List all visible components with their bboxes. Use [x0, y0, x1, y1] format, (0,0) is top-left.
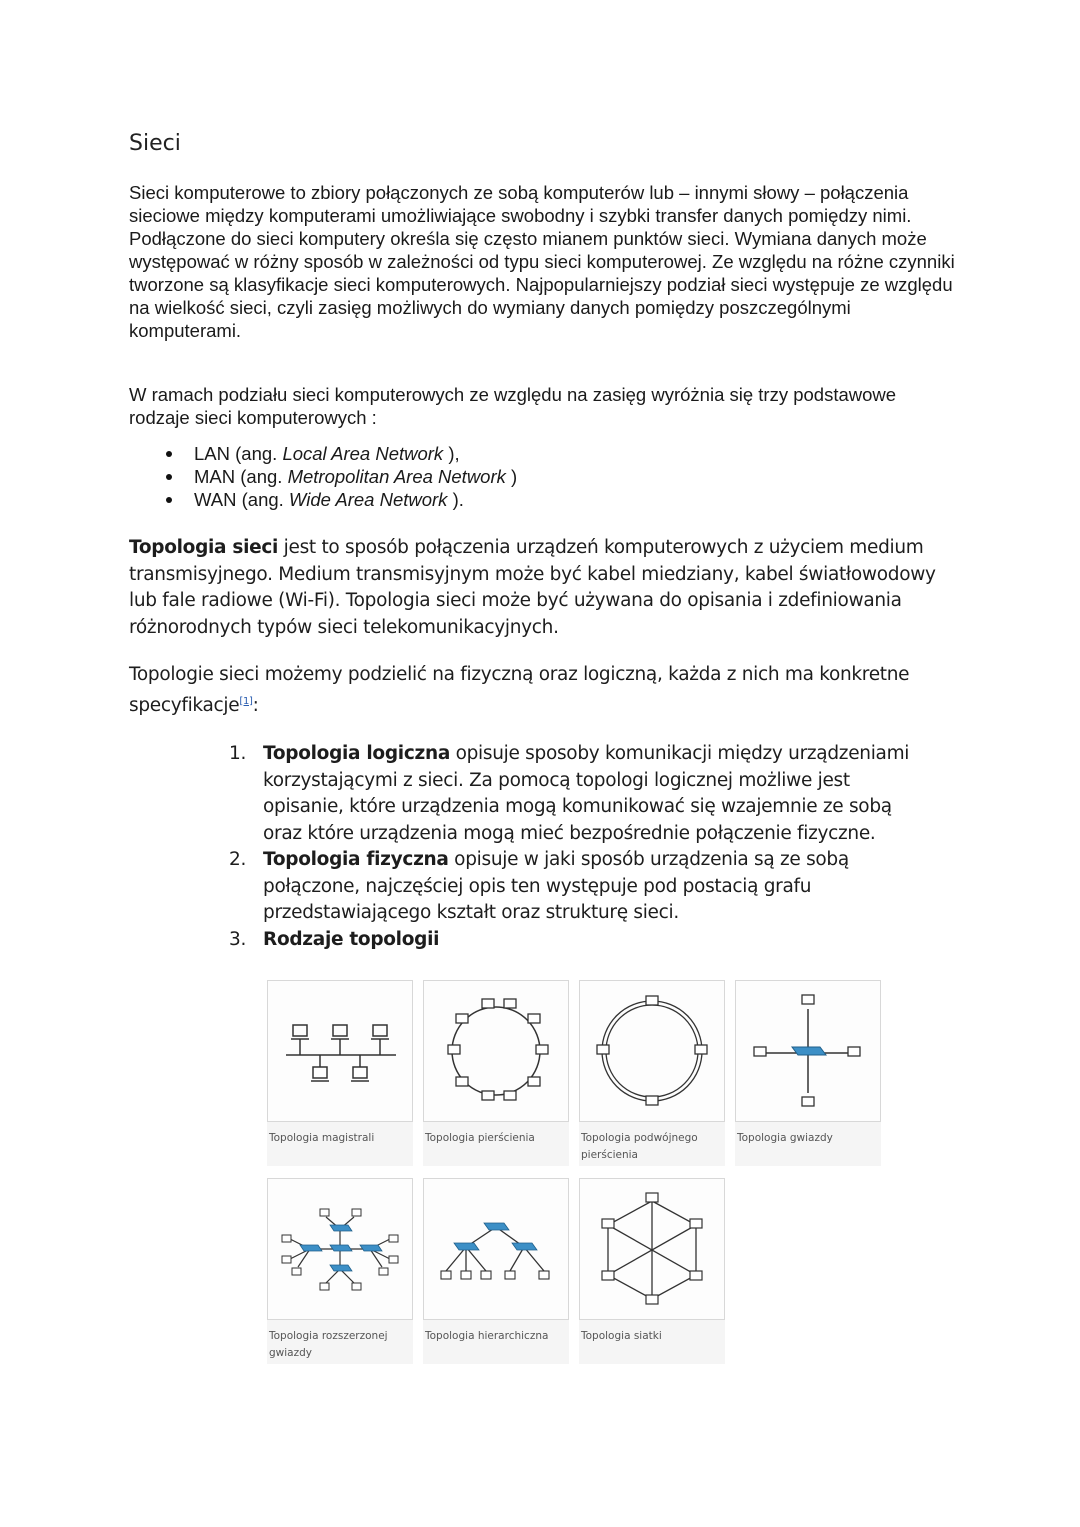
- double-ring-topology-icon: [579, 980, 725, 1122]
- topology-card-double-ring: [579, 980, 725, 1166]
- list-item: MAN (ang. Metropolitan Area Network ): [129, 465, 517, 488]
- range-paragraph: W ramach podziału sieci komputerowych ze względu na zasięg wyróżnia się trzy podstawowe rodzaje sieci komputerowych :: [129, 384, 897, 428]
- list-item: 2. Topologia fizyczna opisuje w jaki sposób urządzenia są ze sobą połączone, najczęściej opis ten występuje pod postacią grafu przedstawiającego kształt oraz strukturę sieci.: [229, 849, 849, 923]
- bullet-icon: [166, 451, 172, 457]
- footnote-link[interactable]: [1]: [239, 695, 253, 707]
- mesh-topology-icon: [579, 1178, 725, 1320]
- bullet-icon: [166, 497, 172, 503]
- topology-card-hierarchical: [423, 1178, 569, 1364]
- ring-topology-icon: [423, 980, 569, 1122]
- bus-topology-icon: [267, 980, 413, 1122]
- topology-images-grid: [267, 980, 887, 1370]
- list-item: 3. Rodzaje topologii: [229, 928, 440, 950]
- list-item: WAN (ang. Wide Area Network ).: [129, 488, 517, 511]
- star-topology-icon: [735, 980, 881, 1122]
- topology-division-paragraph: Topologie sieci możemy podzielić na fizyczną oraz logiczną, każda z nich ma konkretne specyfikacje[1]:: [129, 664, 910, 716]
- caption: Topologia magistrali: [267, 1122, 413, 1166]
- topology-card-mesh: [579, 1178, 725, 1364]
- extended-star-topology-icon: [267, 1178, 413, 1320]
- topology-list: [229, 741, 919, 953]
- caption: Topologia pierścienia: [423, 1122, 569, 1166]
- caption: Topologia podwójnego pierścienia: [579, 1122, 725, 1166]
- topology-card-bus: [267, 980, 413, 1166]
- topology-definition-paragraph: Topologia sieci jest to sposób połączenia urządzeń komputerowych z użyciem medium transmisyjnego. Medium transmisyjnym może być kabel miedziany, kabel światłowodowy lub fale radiowe (Wi-Fi). Topologia sieci może być używana do opisania i zdefiniowania różnorodnych typów sieci telekomunikacyjnych.: [129, 537, 936, 638]
- caption: Topologia gwiazdy: [735, 1122, 881, 1166]
- network-types-list: [129, 442, 517, 511]
- caption: Topologia hierarchiczna: [423, 1320, 569, 1364]
- intro-paragraph: Sieci komputerowe to zbiory połączonych ze sobą komputerów lub – innymi słowy – połączenia sieciowe między komputerami umożliwiające swobodny i szybki transfer danych pomiędzy nimi. Podłączone do sieci komputery określa się często mianem punktów sieci. Wymiana danych może występować w różny sposób w zależności od typu sieci komputerowej. Ze względu na różne czynniki tworzone są klasyfikacje sieci komputerowych. Najpopularniejszy podział sieci występuje ze względu na wielkość sieci, czyli zasięg możliwych do wymiany danych pomiędzy poszczególnymi komputerami.: [129, 182, 955, 341]
- topology-card-extended-star: [267, 1178, 413, 1364]
- topology-card-star: [735, 980, 881, 1166]
- hierarchical-topology-icon: [423, 1178, 569, 1320]
- topology-card-ring: [423, 980, 569, 1166]
- caption: Topologia siatki: [579, 1320, 725, 1364]
- bullet-icon: [166, 474, 172, 480]
- caption: Topologia rozszerzonej gwiazdy: [267, 1320, 413, 1364]
- page-title: Sieci: [129, 131, 181, 156]
- list-item: LAN (ang. Local Area Network ),: [129, 442, 517, 465]
- list-item: 1. Topologia logiczna opisuje sposoby komunikacji między urządzeniami korzystającymi z sieci. Za pomocą topologi logicznej możliwe jest opisanie, które urządzenia mogą komunikować się wzajemnie ze sobą oraz które urządzenia mogą mieć bezpośrednie połączenie fizyczne.: [229, 743, 910, 844]
